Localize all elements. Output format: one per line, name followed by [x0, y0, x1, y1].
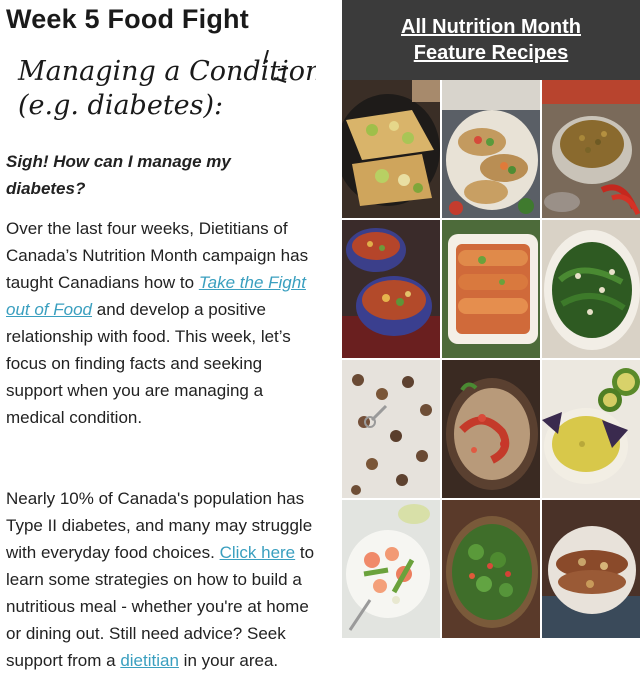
recipes-header	[342, 0, 640, 80]
vegetable-soup-photo	[342, 220, 440, 358]
article-question: Sigh! How can I manage my diabetes?	[6, 152, 231, 198]
paragraph-diabetes	[6, 485, 316, 674]
recipe-grid	[342, 80, 640, 640]
recipe-tile-energy-bites[interactable]	[342, 360, 440, 498]
p2-text-after: in your area.	[178, 651, 279, 670]
p2-text-before: Nearly 10% of Canada's population has Type II diabetes, and many may struggle with everyday food choices.	[6, 489, 313, 562]
tacos-photo	[442, 80, 540, 218]
take-the-fight-link[interactable]: Take the Fight out of Food	[6, 273, 306, 319]
recipe-tile-citrus-salad[interactable]	[342, 500, 440, 638]
citrus-salad-photo	[342, 500, 440, 638]
recipe-tile-lentil-curry[interactable]	[542, 80, 640, 218]
script-heading-line2: (e.g. diabetes):	[18, 90, 224, 121]
script-heading-art	[16, 50, 316, 122]
energy-bites-photo	[342, 360, 440, 498]
p2-text-middle: to learn some strategies on how to build a nutritious meal - whether you're at home or dining out. Still need advice? Seek support from a	[6, 543, 315, 670]
p1-text-before: Over the last four weeks, Dietitians of Canada’s Nutrition Month campaign has taught Canadians how to	[6, 219, 309, 292]
hummus-dip-photo	[542, 360, 640, 498]
dietitian-link[interactable]: dietitian	[120, 651, 179, 670]
pork-tenderloin-photo	[542, 500, 640, 638]
recipe-tile-hummus-dip[interactable]	[542, 360, 640, 498]
p1-text-after: and develop a positive relationship with food. This week, let’s focus on finding facts and seeking support when you are managing a medical condition.	[6, 300, 291, 427]
recipe-tile-tacos[interactable]	[442, 80, 540, 218]
recipe-tile-flatbread-pizza[interactable]	[342, 80, 440, 218]
script-heading-line1: Managing a Condition	[18, 56, 316, 87]
recipe-tile-vegetable-soup[interactable]	[342, 220, 440, 358]
recipe-tile-kale-salad[interactable]	[542, 220, 640, 358]
lentil-curry-photo	[542, 80, 640, 218]
recipe-tile-enchiladas[interactable]	[442, 220, 540, 358]
enchiladas-photo	[442, 220, 540, 358]
recipes-sidebar	[342, 0, 640, 640]
recipe-tile-broccoli-salad[interactable]	[442, 500, 540, 638]
page-title: Week 5 Food Fight	[6, 4, 249, 34]
recipe-tile-rice-bowl[interactable]	[442, 360, 540, 498]
all-recipes-link[interactable]: All Nutrition Month Feature Recipes	[401, 16, 581, 64]
recipe-tile-pork-tenderloin[interactable]	[542, 500, 640, 638]
script-heading	[16, 50, 316, 122]
kale-salad-photo	[542, 220, 640, 358]
broccoli-salad-photo	[442, 500, 540, 638]
click-here-link[interactable]: Click here	[219, 543, 296, 562]
rice-bowl-photo	[442, 360, 540, 498]
flatbread-pizza-photo	[342, 80, 440, 218]
paragraph-intro	[6, 215, 316, 431]
